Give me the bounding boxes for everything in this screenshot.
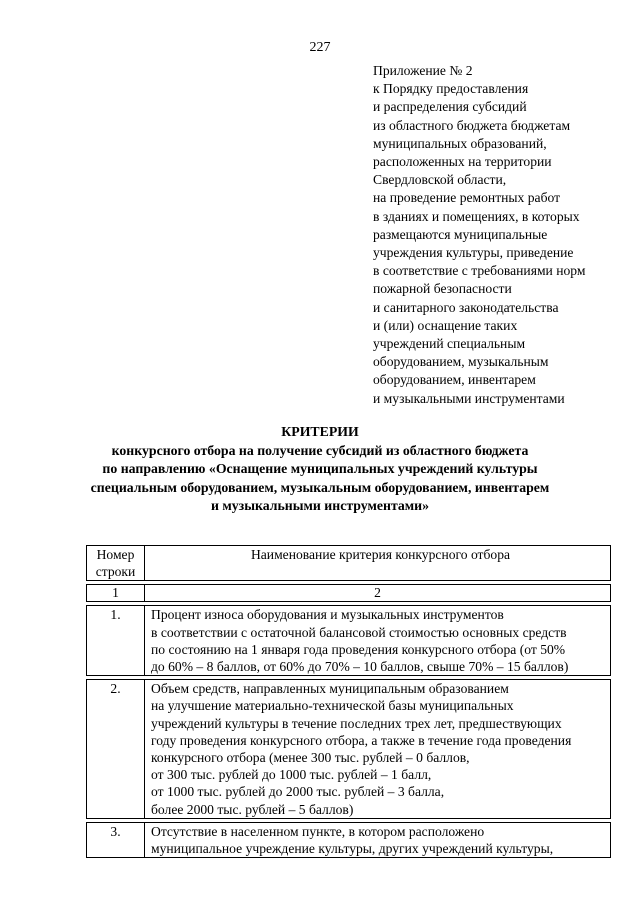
appendix-line: учреждений специальным (373, 336, 526, 352)
appendix-line: муниципальных образований, (373, 135, 547, 151)
appendix-line: учреждения культуры, приведение (373, 245, 574, 261)
appendix-line: пожарной безопасности (373, 281, 512, 297)
appendix-line: Приложение № 2 (373, 63, 473, 78)
criterion-line: на улучшение материально-технической базы муниципальных (151, 698, 514, 714)
appendix-header (373, 62, 635, 408)
appendix-line: в зданиях и помещениях, в которых (373, 208, 580, 224)
appendix-line: оборудованием, музыкальным (373, 354, 549, 370)
header-number-line: Номер (96, 547, 135, 562)
row-criterion (145, 605, 611, 676)
appendix-line: размещаются муниципальные (373, 226, 548, 242)
index-cell: 1 (86, 584, 145, 602)
table-index-row (86, 584, 611, 602)
row-number: 3. (86, 822, 145, 858)
title-line: специальным оборудованием, музыкальным оборудованием, инвентарем (90, 479, 550, 495)
criterion-line: Объем средств, направленных муниципальным образованием (151, 681, 509, 697)
header-criterion-cell: Наименование критерия конкурсного отбора (145, 545, 611, 581)
row-criterion (145, 679, 611, 819)
row-number: 2. (86, 679, 145, 819)
appendix-line: из областного бюджета бюджетам (373, 117, 571, 133)
criterion-line: Отсутствие в населенном пункте, в котором расположено (151, 823, 485, 839)
appendix-line: и (или) оснащение таких (373, 317, 518, 333)
table-row (86, 679, 611, 819)
title-line: и музыкальными инструментами» (210, 498, 430, 514)
appendix-line: Свердловской области, (373, 172, 507, 188)
table-header-row (86, 545, 611, 581)
title-heading: КРИТЕРИИ (281, 424, 359, 439)
appendix-line: и санитарного законодательства (373, 299, 559, 315)
criterion-line: Процент износа оборудования и музыкальных инструментов (151, 607, 504, 623)
criterion-line: от 1000 тыс. рублей до 2000 тыс. рублей – 3 балла, (151, 784, 445, 800)
appendix-line: расположенных на территории (373, 154, 552, 170)
header-number-cell (86, 545, 145, 581)
document-title (0, 423, 640, 516)
criterion-line: более 2000 тыс. рублей – 5 баллов) (151, 801, 354, 817)
appendix-line: и музыкальными инструментами (373, 390, 565, 406)
criterion-line: муниципальное учреждение культуры, других учреждений культуры, (151, 841, 554, 857)
appendix-line: оборудованием, инвентарем (373, 372, 536, 388)
row-number: 1. (86, 605, 145, 676)
table-row (86, 605, 611, 676)
criterion-line: конкурсного отбора (менее 300 тыс. рублей – 0 баллов, (151, 750, 470, 766)
appendix-line: к Порядку предоставления (373, 81, 529, 97)
criterion-line: от 300 тыс. рублей до 1000 тыс. рублей – 1 балл, (151, 767, 432, 783)
criterion-line: году проведения конкурсного отбора, а также в течение года проведения (151, 732, 572, 748)
title-line: конкурсного отбора на получение субсидий из областного бюджета (111, 442, 529, 458)
appendix-line: в соответствие с требованиями норм (373, 263, 586, 279)
criterion-line: в соответствии с остаточной балансовой стоимостью основных средств (151, 624, 567, 640)
index-cell: 2 (145, 584, 611, 602)
table-row (86, 822, 611, 858)
title-line: по направлению «Оснащение муниципальных учреждений культуры (102, 461, 538, 477)
criteria-table (86, 542, 611, 861)
page-number: 227 (309, 40, 331, 55)
criterion-line: по состоянию на 1 января года проведения конкурсного отбора (от 50% (151, 641, 566, 657)
appendix-line: и распределения субсидий (373, 99, 527, 115)
criterion-line: учреждений культуры в течение последних трех лет, предшествующих (151, 715, 562, 731)
appendix-line: на проведение ремонтных работ (373, 190, 561, 206)
row-criterion (145, 822, 611, 858)
header-number-line: строки (95, 564, 136, 580)
criterion-line: до 60% – 8 баллов, от 60% до 70% – 10 баллов, свыше 70% – 15 баллов) (151, 659, 569, 675)
